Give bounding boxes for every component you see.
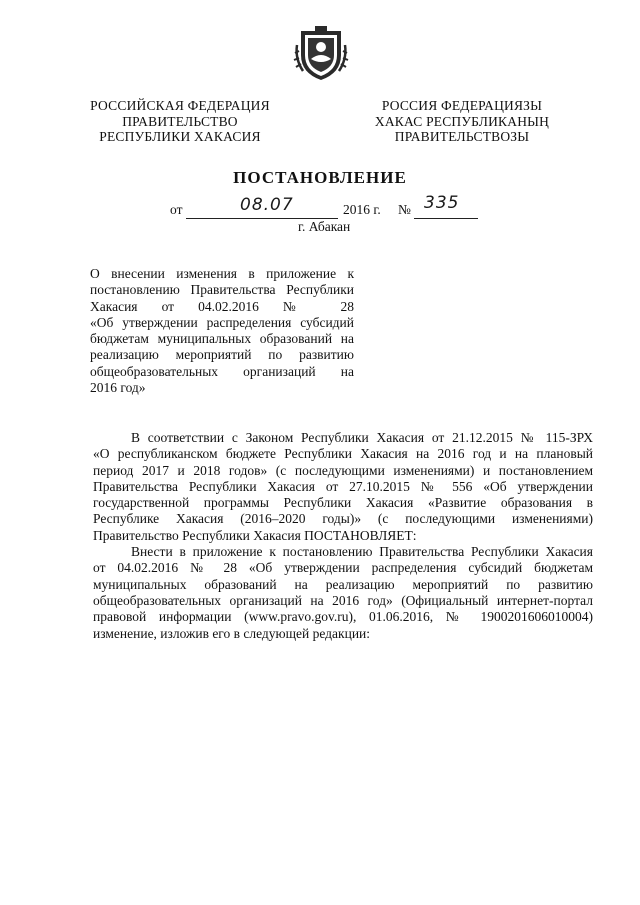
body-line: общеобразовательных организаций на 2016 год» (Официальный интернет-портал xyxy=(93,592,593,608)
body-line: правовой информации (www.pravo.gov.ru), 01.06.2016, № 1900201606010004) xyxy=(93,609,593,625)
body-line: В соответствии с Законом Республики Хакасия от 21.12.2015 № 115-ЗРХ xyxy=(131,430,593,445)
body-line: изменение, изложив его в следующей редакции: xyxy=(93,625,371,641)
body-line: Внести в приложение к постановлению Правительства Республики Хакасия xyxy=(131,544,593,560)
subject-line: бюджетам муниципальных образований на xyxy=(90,331,354,347)
subject-line: 2016 год» xyxy=(90,380,146,396)
header-left-line: РЕСПУБЛИКИ ХАКАСИЯ xyxy=(99,129,261,144)
body-line: «О республиканском бюджете Республики Хакасия на 2016 год и на плановый xyxy=(93,446,593,462)
header-left-org xyxy=(85,98,275,145)
handwritten-date: 08.07 xyxy=(240,195,294,215)
body-line: государственной программы Республики Хакасия «Развитие образования в xyxy=(93,495,593,511)
subject-line: реализацию мероприятий по развитию xyxy=(90,347,354,363)
body-text xyxy=(93,430,593,642)
subject-line: О внесении изменения в приложение к xyxy=(90,266,354,281)
date-number-line xyxy=(0,193,640,220)
body-line: Правительство Республики Хакасия ПОСТАНОВЛЯЕТ: xyxy=(93,527,417,543)
body-line: муниципальных образований на реализацию мероприятий по развитию xyxy=(93,576,593,592)
number-underline xyxy=(414,218,478,219)
body-line: Республике Хакасия (2016–2020 годы)» (с последующими изменениями) xyxy=(93,511,593,527)
date-prefix: от xyxy=(170,202,183,217)
header-right-line: ХАКАС РЕСПУБЛИКАНЫҢ xyxy=(374,113,550,129)
header-left-line: ПРАВИТЕЛЬСТВО xyxy=(122,113,238,129)
header-right-org xyxy=(362,98,562,145)
handwritten-number: 335 xyxy=(424,193,460,213)
header-left-line: РОССИЙСКАЯ ФЕДЕРАЦИЯ xyxy=(90,98,270,113)
coat-of-arms-emblem-icon xyxy=(293,25,349,83)
city-name: г. Абакан xyxy=(298,219,351,234)
date-year: 2016 г. xyxy=(343,202,381,217)
header-right-line: ПРАВИТЕЛЬСТВОЗЫ xyxy=(394,129,530,144)
subject-line: общеобразовательных организаций на xyxy=(90,363,354,379)
number-sign: № xyxy=(398,202,411,217)
subject-block xyxy=(90,266,354,396)
header-right-line: РОССИЯ ФЕДЕРАЦИЯЗЫ xyxy=(381,98,543,113)
body-line: Правительства Республики Хакасия от 27.10.2015 № 556 «Об утверждении xyxy=(93,478,593,494)
subject-line: постановлению Правительства Республики xyxy=(90,282,354,298)
subject-line: Хакасия от 04.02.2016 № 28 xyxy=(90,298,354,314)
subject-line: «Об утверждении распределения субсидий xyxy=(90,314,354,330)
document-title: ПОСТАНОВЛЕНИЕ xyxy=(233,168,407,187)
body-line: от 04.02.2016 № 28 «Об утверждении распределения субсидий бюджетам xyxy=(93,560,593,576)
body-line: период 2017 и 2018 годов» (с последующими изменениями) и постановлением xyxy=(93,462,593,478)
